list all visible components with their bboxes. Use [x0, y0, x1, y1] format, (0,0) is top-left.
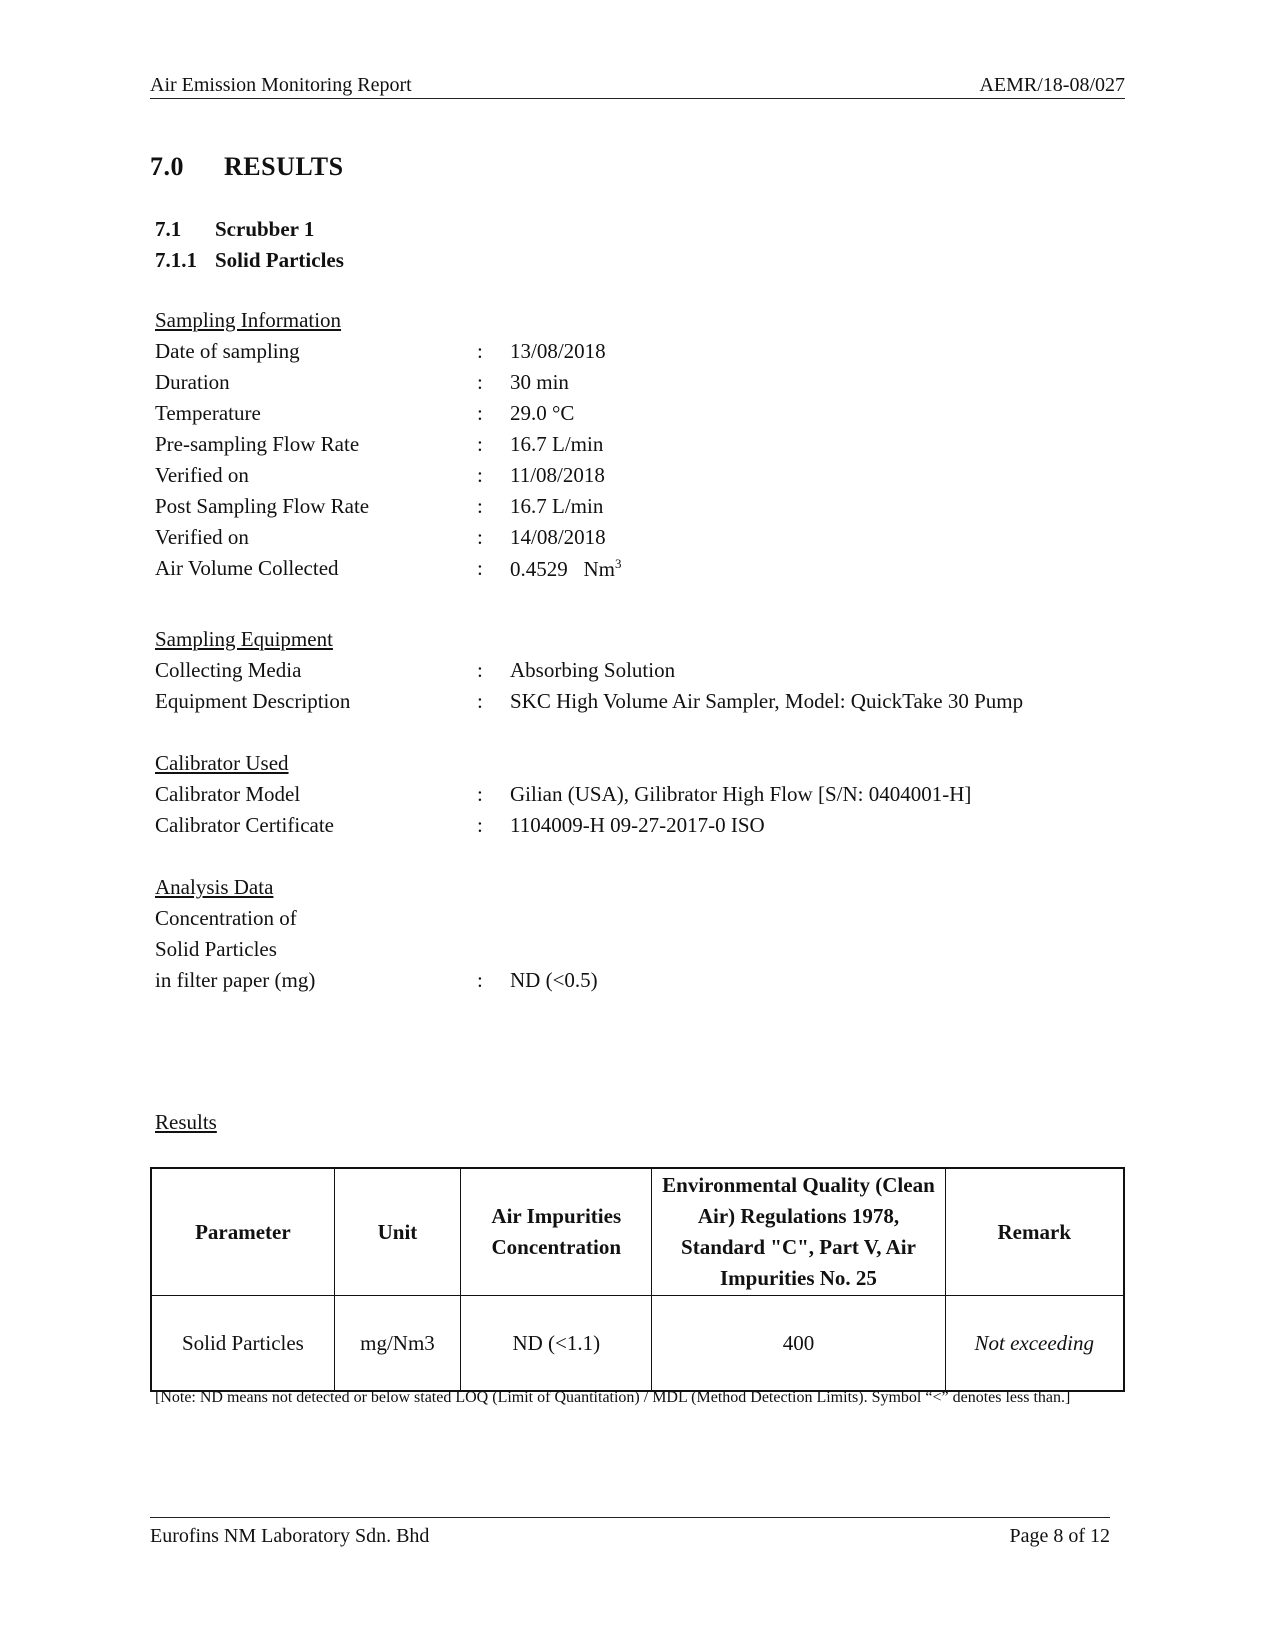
info-value: 16.7 L/min [510, 432, 604, 456]
header-report-title: Air Emission Monitoring Report [150, 74, 412, 96]
info-value: 11/08/2018 [510, 463, 605, 487]
equipment-value: Absorbing Solution [510, 658, 676, 682]
info-row [155, 370, 1115, 402]
info-row [155, 525, 1115, 557]
colon: : [477, 968, 483, 992]
info-value: 13/08/2018 [510, 339, 606, 363]
subsection-heading [155, 217, 314, 242]
analysis-data-title: Analysis Data [155, 875, 274, 899]
cell-parameter: Solid Particles [151, 1296, 334, 1392]
calibrator-label: Calibrator Model [155, 782, 301, 806]
analysis-label: in filter paper (mg) [155, 968, 316, 992]
subsection-title: Scrubber 1 [215, 217, 315, 241]
header-report-number: AEMR/18-08/027 [979, 74, 1125, 96]
info-label: Temperature [155, 401, 261, 425]
colon: : [477, 658, 483, 682]
air-volume-unit-exponent: 3 [615, 556, 622, 571]
info-label: Duration [155, 370, 230, 394]
info-value: 30 min [510, 370, 569, 394]
colon: : [477, 813, 483, 837]
subsubsection-number: 7.1.1 [155, 248, 197, 272]
air-volume-unit: Nm [583, 557, 615, 581]
cell-standard-limit: 400 [652, 1296, 945, 1392]
sampling-equipment-title: Sampling Equipment [155, 627, 333, 651]
colon: : [477, 463, 483, 487]
calibrator-row [155, 782, 1115, 814]
calibrator-title: Calibrator Used [155, 751, 289, 775]
analysis-row [155, 968, 1115, 1000]
section-title-text: RESULTS [224, 152, 344, 181]
equipment-value: SKC High Volume Air Sampler, Model: QuickTake 30 Pump [510, 689, 1024, 713]
header-divider [150, 98, 1125, 99]
colon: : [477, 370, 483, 394]
info-row [155, 401, 1115, 433]
calibrator-value: 1104009-H 09-27-2017-0 ISO [510, 813, 765, 837]
colon: : [477, 556, 483, 580]
info-row [155, 556, 1115, 588]
info-row [155, 494, 1115, 526]
info-value: 16.7 L/min [510, 494, 604, 518]
sampling-information-title: Sampling Information [155, 308, 342, 332]
equipment-label: Equipment Description [155, 689, 351, 713]
table-note: [Note: ND means not detected or below stated LOQ (Limit of Quantitation) / MDL (Method Detection Limits). Symbol “<” denotes less than.] [155, 1389, 1071, 1406]
calibrator-label: Calibrator Certificate [155, 813, 335, 837]
colon: : [477, 401, 483, 425]
equipment-label: Collecting Media [155, 658, 302, 682]
table-row [151, 1296, 1124, 1392]
colon: : [477, 494, 483, 518]
footer-divider [150, 1517, 1110, 1518]
results-table [150, 1167, 1125, 1392]
info-label: Air Volume Collected [155, 556, 339, 580]
info-label: Pre-sampling Flow Rate [155, 432, 360, 456]
info-label: Verified on [155, 525, 249, 549]
colon: : [477, 432, 483, 456]
colon: : [477, 689, 483, 713]
results-title: Results [155, 1110, 217, 1134]
header-regulation-standard: Environmental Quality (Clean Air) Regulations 1978, Standard "C", Part V, Air Impurities No. 25 [652, 1168, 945, 1296]
info-row [155, 339, 1115, 371]
analysis-label: Solid Particles [155, 937, 277, 961]
results-header-row [151, 1168, 1124, 1296]
analysis-label: Concentration of [155, 906, 297, 930]
cell-unit: mg/Nm3 [334, 1296, 460, 1392]
calibrator-row [155, 813, 1115, 845]
subsection-number: 7.1 [155, 217, 182, 241]
header-unit: Unit [334, 1168, 460, 1296]
cell-concentration: ND (<1.1) [461, 1296, 652, 1392]
info-label: Date of sampling [155, 339, 300, 363]
header-parameter: Parameter [151, 1168, 334, 1296]
page-number: Page 8 of 12 [1009, 1525, 1110, 1547]
analysis-label-line [155, 937, 1115, 969]
header-remark: Remark [945, 1168, 1124, 1296]
section-title [150, 152, 344, 182]
section-number: 7.0 [150, 152, 184, 181]
info-value: 29.0 °C [510, 401, 575, 425]
header-concentration: Air Impurities Concentration [461, 1168, 652, 1296]
info-row [155, 463, 1115, 495]
cell-remark: Not exceeding [945, 1296, 1124, 1392]
colon: : [477, 525, 483, 549]
calibrator-value: Gilian (USA), Gilibrator High Flow [S/N: 0404001-H] [510, 782, 972, 806]
info-label: Verified on [155, 463, 249, 487]
analysis-value: ND (<0.5) [510, 968, 598, 992]
info-row [155, 432, 1115, 464]
colon: : [477, 782, 483, 806]
equipment-row [155, 689, 1115, 721]
subsubsection-title: Solid Particles [215, 248, 344, 272]
analysis-label-line [155, 906, 1115, 938]
colon: : [477, 339, 483, 363]
equipment-row [155, 658, 1115, 690]
air-volume-value: 0.4529 [510, 557, 568, 581]
info-label: Post Sampling Flow Rate [155, 494, 370, 518]
footer-company: Eurofins NM Laboratory Sdn. Bhd [150, 1525, 430, 1547]
info-value [510, 556, 622, 582]
info-value: 14/08/2018 [510, 525, 606, 549]
subsubsection-heading [155, 248, 344, 273]
